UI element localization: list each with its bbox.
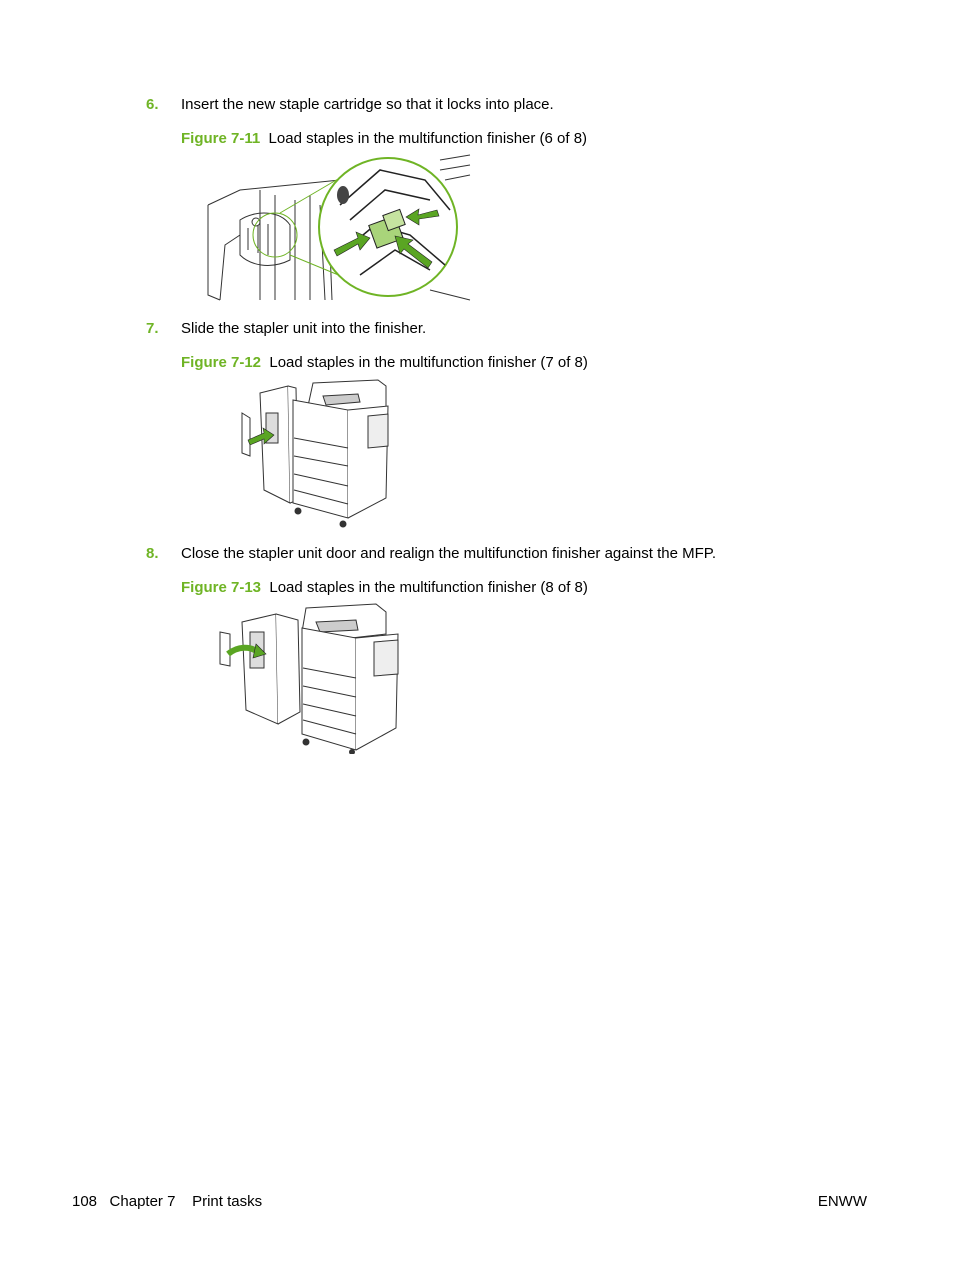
step-number: 7. xyxy=(146,320,159,337)
section-label: Print tasks xyxy=(192,1193,263,1210)
figure-label: Figure 7-13 xyxy=(181,579,262,596)
figure-caption-7-13 xyxy=(181,579,588,597)
footer-right xyxy=(818,1193,867,1211)
figure-caption-text: Load staples in the multifunction finisher (8 of 8) xyxy=(269,579,588,596)
figure-caption-text: Load staples in the multifunction finisher (6 of 8) xyxy=(268,130,588,147)
figure-caption-7-12 xyxy=(181,354,588,372)
footer-left xyxy=(72,1193,262,1211)
figure-7-13-illustration xyxy=(216,602,404,754)
figure-7-11-illustration xyxy=(200,150,472,305)
figure-caption-text: Load staples in the multifunction finisher (7 of 8) xyxy=(269,354,588,371)
chapter-label: Chapter 7 xyxy=(109,1193,176,1210)
locale-label: ENWW xyxy=(817,1193,867,1210)
step-text: Slide the stapler unit into the finisher. xyxy=(181,320,427,337)
figure-label: Figure 7-12 xyxy=(181,354,262,371)
step-text: Close the stapler unit door and realign the multifunction finisher against the MFP. xyxy=(181,545,717,562)
figure-label: Figure 7-11 xyxy=(181,130,261,147)
figure-caption-7-11 xyxy=(181,130,587,148)
step-number: 8. xyxy=(146,545,159,562)
step-text: Insert the new staple cartridge so that it locks into place. xyxy=(181,96,554,113)
step-number: 6. xyxy=(146,96,159,113)
page-number: 108 xyxy=(72,1193,98,1210)
figure-7-12-illustration xyxy=(238,378,394,528)
